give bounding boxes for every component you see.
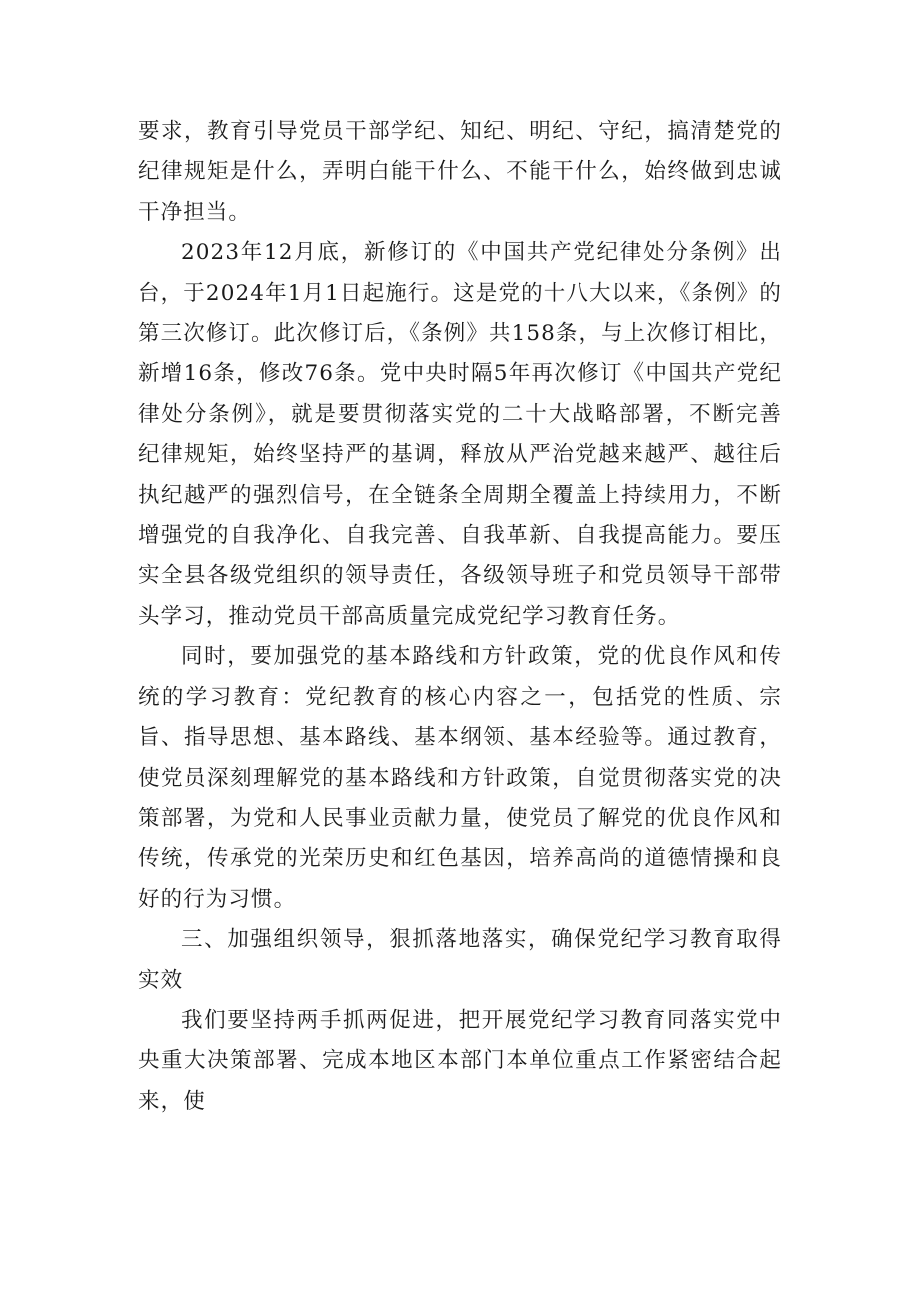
paragraph-regulation-revision: 2023年12月底，新修订的《中国共产党纪律处分条例》出台，于2024年1月1日起施行。这是党的十八大以来，《条例》的第三次修订。此次修订后，《条例》共158条，与上次修订相比，新增16条，修改76条。党中央时隔5年再次修订《中国共产党纪律处分条例》，就是要贯彻落实党的二十大战略部署，不断完善纪律规矩，始终坚持严的基调，释放从严治党越来越严、越往后执纪越严的强烈信号，在全链条全周期全覆盖上持续用力，不断增强党的自我净化、自我完善、自我革新、自我提高能力。要压实全县各级党组织的领导责任，各级领导班子和党员领导干部带头学习，推动党员干部高质量完成党纪学习教育任务。 (138, 240, 782, 629)
section-heading-three: 三、加强组织领导，狠抓落地落实，确保党纪学习教育取得实效 (138, 927, 782, 993)
paragraph-two-hands: 我们要坚持两手抓两促进，把开展党纪学习教育同落实党中央重大决策部署、完成本地区本部门本单位重点工作紧密结合起来，使 (138, 1007, 782, 1114)
paragraph-party-line-education: 同时，要加强党的基本路线和方针政策，党的优良作风和传统的学习教育：党纪教育的核心内容之一，包括党的性质、宗旨、指导思想、基本路线、基本纲领、基本经验等。通过教育，使党员深刻理解党的基本路线和方针政策，自觉贯彻落实党的决策部署，为党和人民事业贡献力量，使党员了解党的优良作风和传统，传承党的光荣历史和红色基因，培养高尚的道德情操和良好的行为习惯。 (138, 644, 782, 912)
document-body (138, 112, 782, 1122)
paragraph-continuation: 要求，教育引导党员干部学纪、知纪、明纪、守纪，搞清楚党的纪律规矩是什么，弄明白能干什么、不能干什么，始终做到忠诚干净担当。 (138, 119, 782, 225)
